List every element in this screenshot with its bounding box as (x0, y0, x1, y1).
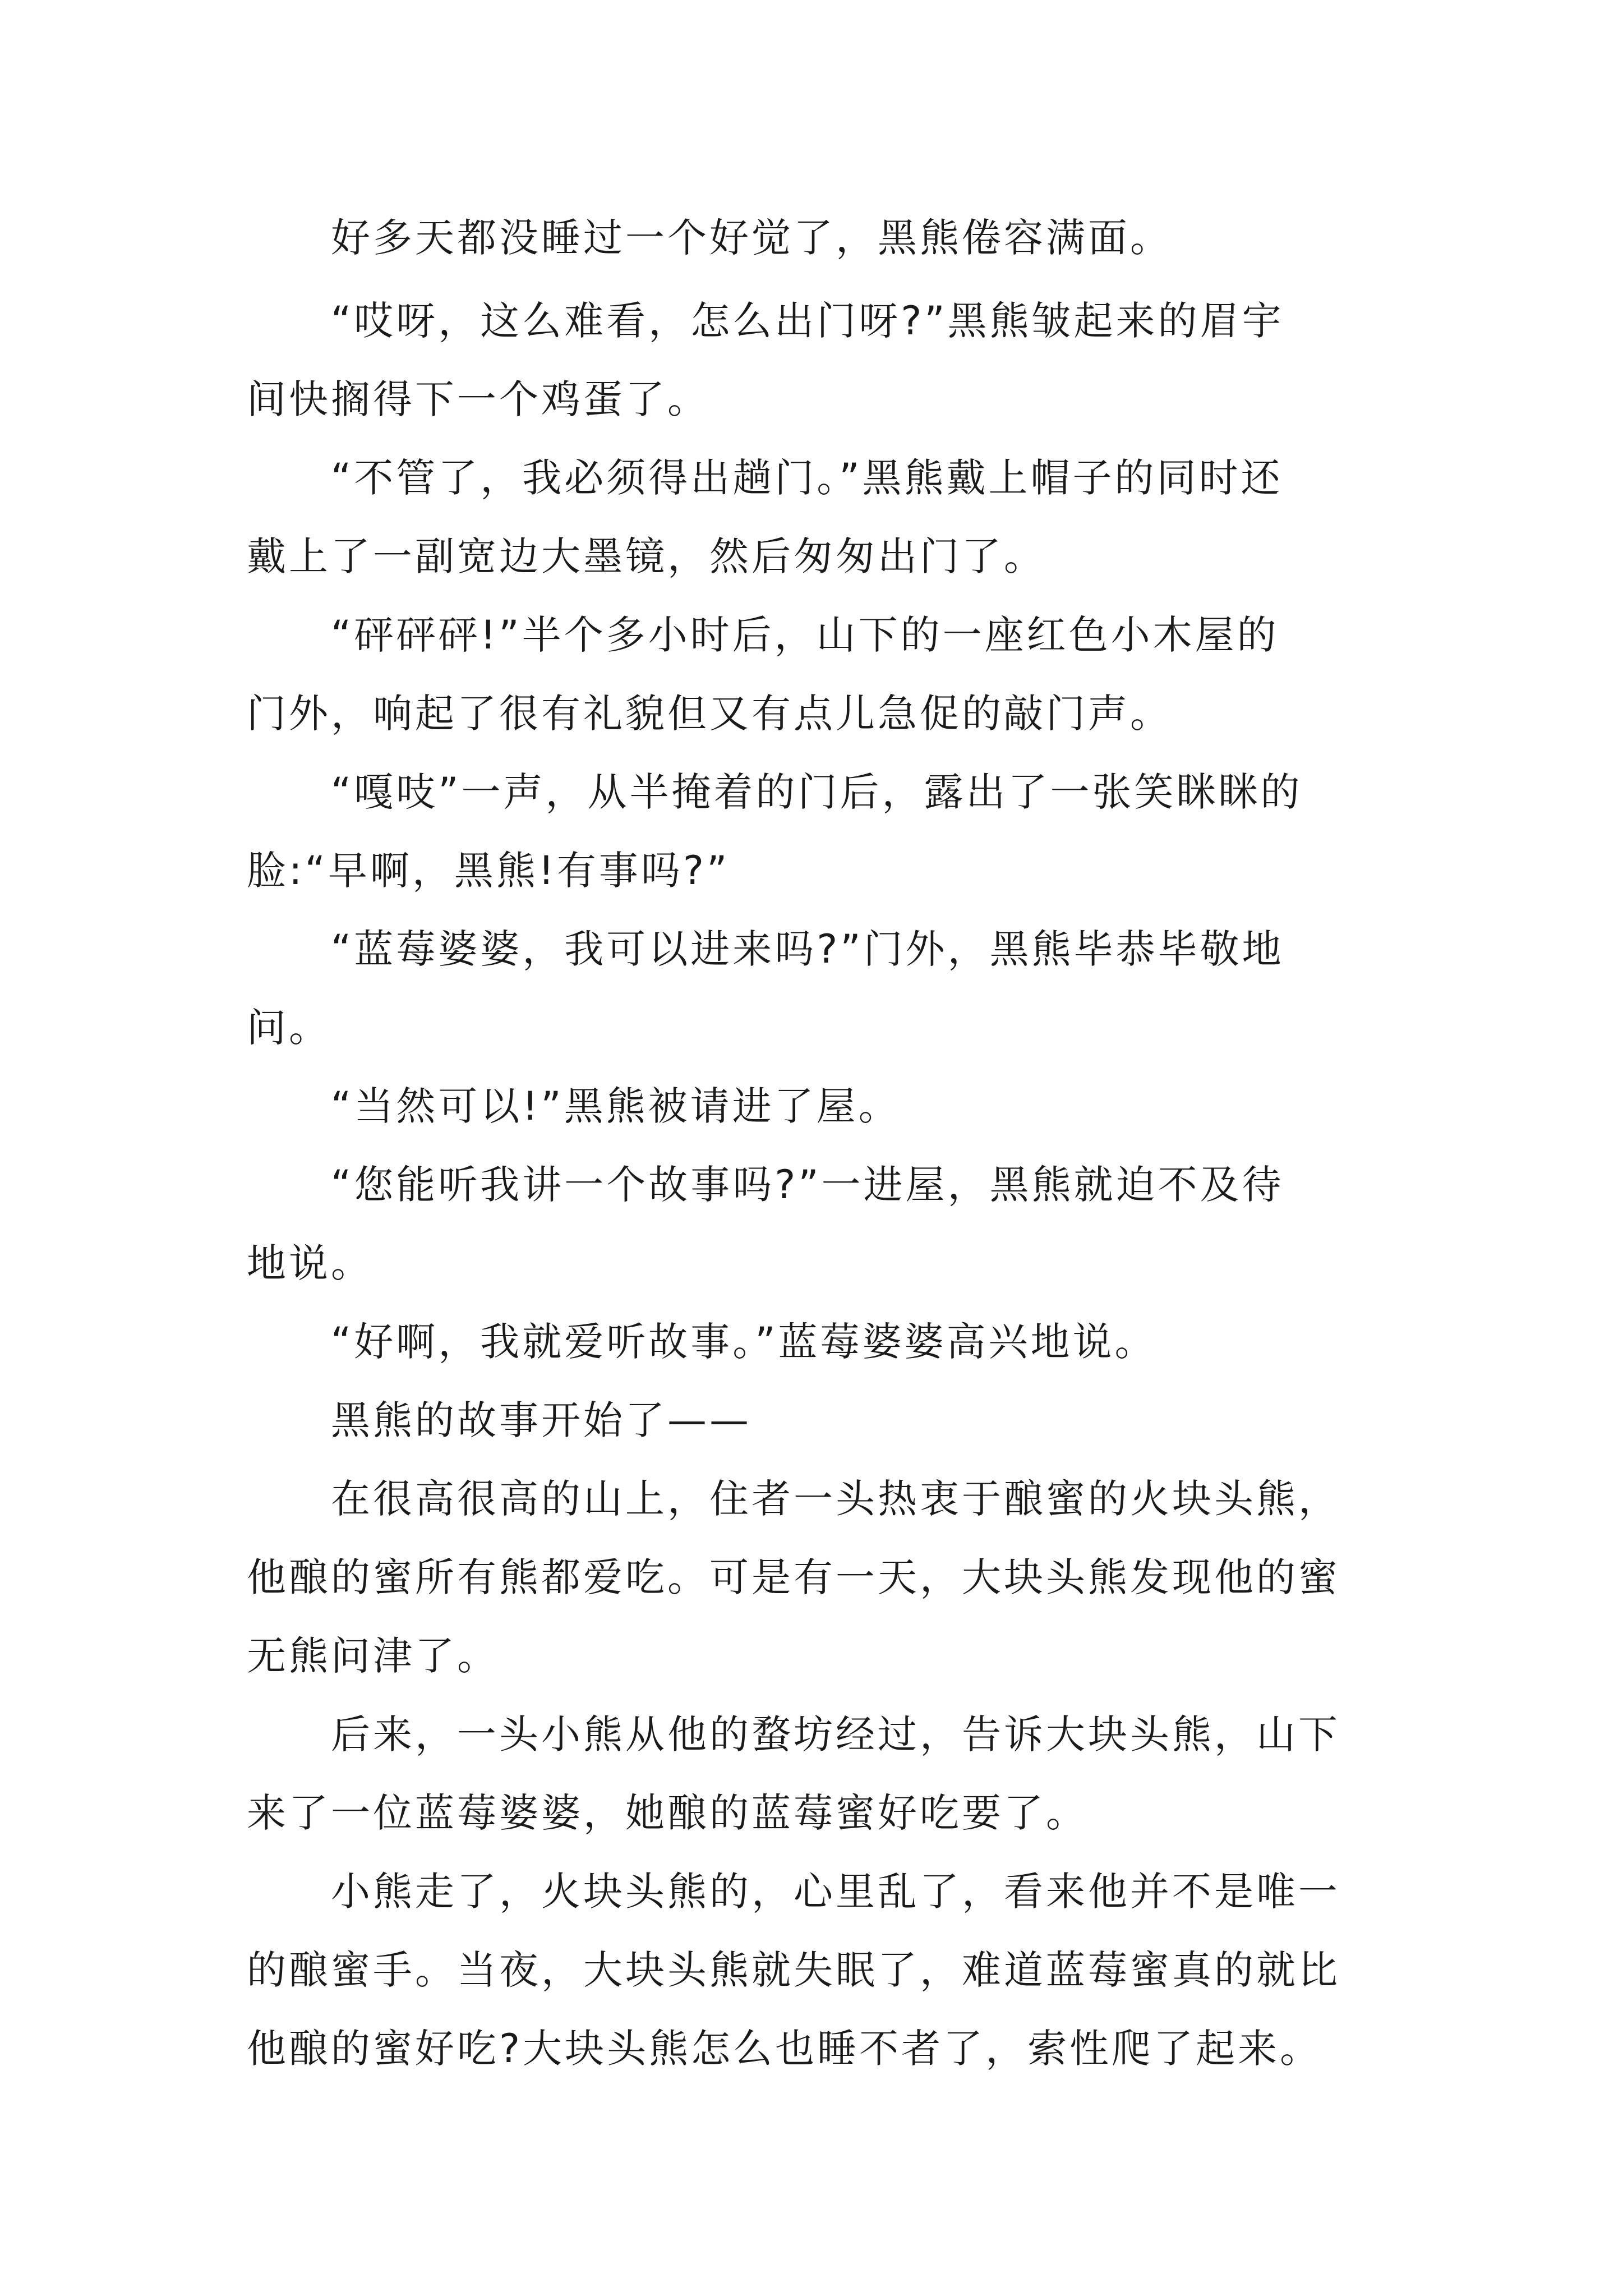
text-line: 好多天都没睡过一个好觉了，黑熊倦容满面。 (331, 215, 1172, 261)
text-line: “不管了，我必须得出趟门。”黑熊戴上帽子的同时还 (331, 455, 1283, 501)
text-line: “砰砰砰!”半个多小时后，山下的一座红色小木屋的 (331, 612, 1279, 658)
text-line: “蓝莓婆婆，我可以进来吗?”门外，黑熊毕恭毕敬地 (331, 926, 1284, 972)
text-line: 无熊问津了。 (247, 1633, 499, 1679)
text-line: 间快搁得下一个鸡蛋了。 (247, 376, 709, 422)
text-line: 问。 (247, 1005, 331, 1051)
text-line: “当然可以!”黑熊被请进了屋。 (331, 1083, 901, 1129)
text-line: 地说。 (247, 1240, 373, 1286)
text-line: “哎呀，这么难看，怎么出门呀?”黑熊皱起来的眉宇 (331, 298, 1284, 344)
text-line: 来了一位蓝莓婆婆，她酿的蓝莓蜜好吃要了。 (247, 1790, 1088, 1836)
text-line: 黑熊的故事开始了—— (331, 1397, 751, 1443)
text-line: 后来，一头小熊从他的蝥坊经过，告诉大块头熊，山下 (331, 1711, 1340, 1757)
text-line: “嘎吱”一声，从半掩着的门后，露出了一张笑眯眯的 (331, 769, 1303, 815)
text-line: 他酿的蜜所有熊都爱吃。可是有一天，大块头熊发现他的蜜 (247, 1554, 1340, 1600)
text-line: 在很高很高的山上，住者一头热衷于酿蜜的火块头熊， (331, 1476, 1340, 1522)
text-line: 他酿的蜜好吃?大块头熊怎么也睡不者了，索性爬了起来。 (247, 2026, 1322, 2072)
text-line: 戴上了一副宽边大墨镜，然后匆匆出门了。 (247, 533, 1046, 579)
text-line: 门外，响起了很有礼貌但又有点儿急促的敲门声。 (247, 691, 1172, 737)
text-line: 小熊走了，火块头熊的，心里乱了，看来他并不是唯一 (331, 1869, 1340, 1915)
text-line: 脸:“早啊，黑熊!有事吗?” (247, 848, 730, 894)
text-line: 的酿蜜手。当夜，大块头熊就失眠了，难道蓝莓蜜真的就比 (247, 1947, 1340, 1993)
text-line: “您能听我讲一个故事吗?”一进屋，黑熊就迫不及待 (331, 1162, 1284, 1208)
text-line: “好啊，我就爱听故事。”蓝莓婆婆高兴地说。 (331, 1319, 1157, 1365)
